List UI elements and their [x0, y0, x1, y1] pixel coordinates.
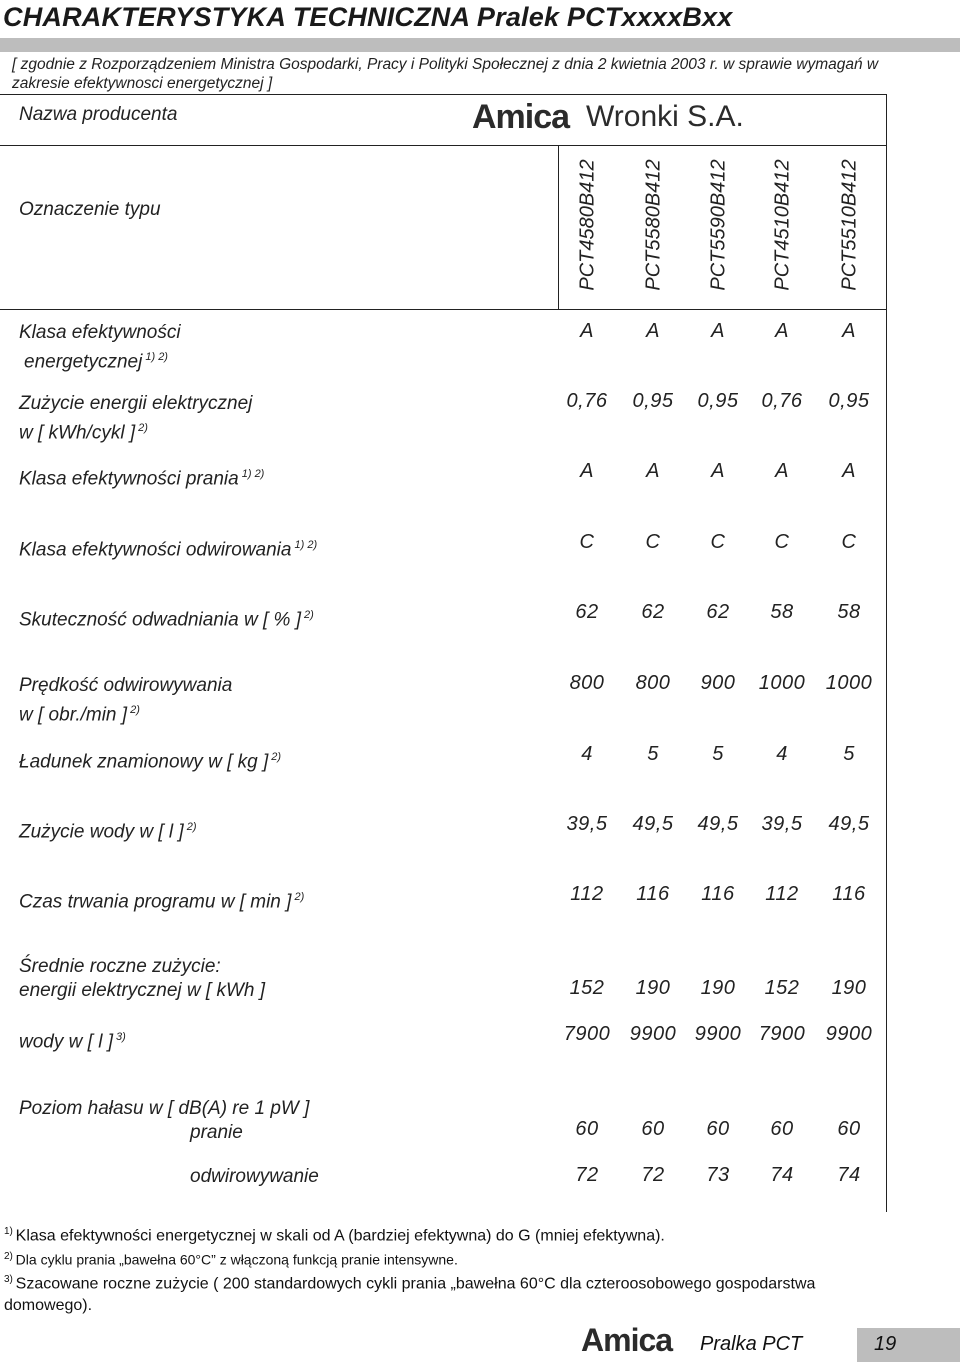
divider [558, 145, 559, 309]
spec-value: C [774, 531, 790, 553]
spec-value: 60 [706, 1118, 730, 1140]
spec-value: 72 [641, 1164, 665, 1186]
spec-value: 62 [706, 601, 730, 623]
spec-value: A [646, 460, 660, 482]
footnote-ref: 1) 2) [238, 468, 265, 480]
spec-value: A [842, 460, 856, 482]
spec-value: 800 [635, 672, 671, 694]
divider [0, 309, 887, 310]
spec-value: 900 [700, 672, 736, 694]
spec-label [19, 955, 265, 1003]
footnote-ref: 2) [291, 891, 305, 903]
manufacturer-label: Nazwa producenta [19, 104, 178, 125]
model-code: PCT5510B412 [838, 159, 861, 291]
type-label: Oznaczenie typu [19, 199, 161, 220]
spec-value: A [580, 460, 594, 482]
spec-label-line: Zużycie energii elektrycznej [19, 393, 253, 414]
spec-label-line: Zużycie wody w [ l ] $^{2)}$ [19, 821, 197, 843]
spec-label-line: wody w [ l ] $^{3)}$ [19, 1031, 126, 1053]
spec-label [19, 462, 264, 491]
footnote [4, 1221, 884, 1247]
spec-value: 5 [647, 743, 659, 765]
spec-label [19, 321, 181, 374]
spec-value: 190 [635, 977, 671, 999]
spec-value: 800 [569, 672, 605, 694]
spec-value: 62 [575, 601, 599, 623]
spec-label [19, 392, 252, 445]
spec-value: 0,95 [697, 390, 739, 412]
spec-value: 39,5 [761, 813, 803, 835]
spec-value: 112 [570, 883, 604, 905]
spec-value: A [775, 460, 789, 482]
spec-label [19, 603, 314, 632]
spec-value: 5 [843, 743, 855, 765]
spec-value: 112 [765, 883, 799, 905]
spec-value: 152 [764, 977, 800, 999]
footnote-ref: 2) [127, 704, 140, 716]
spec-value: 1000 [825, 672, 873, 694]
spec-value: 190 [700, 977, 736, 999]
footnote-marker: 1) [4, 1226, 16, 1237]
spec-label-line: pranie [190, 1122, 243, 1143]
footnote-ref: 2) [301, 609, 314, 621]
footnote-ref: 2) [268, 751, 282, 763]
page-number-box [857, 1328, 960, 1362]
spec-label [19, 815, 197, 844]
footnote-text: Dla cyklu prania „bawełna 60°C” z włączoną funkcją pranie intensywne. [15, 1251, 458, 1268]
spec-label [190, 1165, 319, 1189]
spec-label-line: Klasa efektywności prania $^{1) 2)}$ [19, 468, 265, 490]
spec-value: 58 [837, 601, 861, 623]
footer-amica-logo: Amica [581, 1322, 673, 1358]
spec-value: 0,95 [828, 390, 870, 412]
spec-value: 39,5 [566, 813, 608, 835]
footnote-text: Szacowane roczne zużycie ( 200 standardowych cykli prania „bawełna 60°C dla czteroosobowego gospodarstwa domowego). [4, 1275, 816, 1315]
model-header [704, 150, 734, 300]
footnote-marker: 3) [4, 1274, 16, 1285]
footnote-ref: 3) [112, 1031, 126, 1043]
spec-value: 4 [581, 743, 593, 765]
spec-value: 0,95 [632, 390, 674, 412]
spec-label [19, 745, 281, 774]
page-number: 19 [874, 1333, 897, 1355]
spec-label [19, 533, 317, 562]
model-header [835, 150, 865, 300]
spec-value: 58 [770, 601, 794, 623]
model-code: PCT5590B412 [707, 159, 730, 291]
spec-value: 0,76 [566, 390, 608, 412]
spec-value: 74 [837, 1164, 861, 1186]
spec-value: C [841, 531, 857, 553]
footnote-text: Klasa efektywności energetycznej w skali od A (bardziej efektywna) do G (mniej efektywna). [15, 1227, 665, 1245]
footnote [4, 1269, 884, 1317]
spec-value: 62 [641, 601, 665, 623]
spec-label-line: Klasa efektywności odwirowania $^{1) 2)}$ [19, 539, 318, 561]
spec-value: A [775, 320, 789, 342]
spec-value: A [711, 460, 725, 482]
spec-label-line: energii elektrycznej w [ kWh ] [19, 980, 266, 1001]
spec-value: A [580, 320, 594, 342]
spec-value: 49,5 [632, 813, 674, 835]
spec-value: 9900 [825, 1023, 873, 1045]
footnote-ref: 1) 2) [142, 351, 168, 363]
spec-value: 4 [776, 743, 788, 765]
spec-label-line: w [ obr./min ] $^{2)}$ [19, 704, 140, 726]
model-header [639, 150, 669, 300]
model-code: PCT5580B412 [642, 159, 665, 291]
model-header [768, 150, 798, 300]
spec-value: 116 [832, 883, 866, 905]
spec-label-line: Klasa efektywności [19, 322, 181, 343]
footnote-ref: 2) [135, 422, 148, 434]
spec-value: 7900 [758, 1023, 806, 1045]
spec-value: 73 [706, 1164, 730, 1186]
spec-value: 116 [636, 883, 670, 905]
spec-label-line: w [ kWh/cykl ] $^{2)}$ [19, 422, 148, 444]
spec-value: 60 [837, 1118, 861, 1140]
spec-value: C [710, 531, 726, 553]
spec-label [19, 1025, 126, 1054]
spec-value: 74 [770, 1164, 794, 1186]
footnote [4, 1246, 884, 1271]
spec-value: 5 [712, 743, 724, 765]
spec-value: 60 [770, 1118, 794, 1140]
footnote-marker: 2) [4, 1251, 16, 1262]
spec-value: 60 [641, 1118, 665, 1140]
spec-label-line: Prędkość odwirowywania [19, 675, 233, 696]
spec-label-line: Poziom hałasu w [ dB(A) re 1 pW ] [19, 1098, 310, 1119]
page-title: CHARAKTERYSTYKA TECHNICZNA Pralek PCTxxxxBxx [3, 2, 733, 32]
spec-value: 152 [569, 977, 605, 999]
spec-label-line: Skuteczność odwadniania w [ % ] $^{2)}$ [19, 609, 314, 631]
spec-value: A [646, 320, 660, 342]
regulation-note: [ zgodnie z Rozporządzeniem Ministra Gospodarki, Pracy i Polityki Społecznej z dnia 2 kwietnia 2003 r. w sprawie wymagań w zakresie efektywnosci energetycznej ] [12, 56, 879, 92]
spec-value: C [579, 531, 595, 553]
spec-label-line: Średnie roczne zużycie: [19, 956, 221, 977]
spec-value: 60 [575, 1118, 599, 1140]
spec-value: 9900 [629, 1023, 677, 1045]
spec-value: 1000 [758, 672, 806, 694]
spec-value: 49,5 [697, 813, 739, 835]
model-code: PCT4580B412 [576, 159, 599, 291]
spec-value: A [711, 320, 725, 342]
divider [0, 145, 887, 146]
spec-value: 49,5 [828, 813, 870, 835]
spec-label [19, 1097, 309, 1145]
spec-value: 9900 [694, 1023, 742, 1045]
spec-value: 190 [831, 977, 867, 999]
model-header [573, 150, 603, 300]
spec-label-line: Ładunek znamionowy w [ kg ] $^{2)}$ [19, 751, 282, 773]
spec-value: 116 [701, 883, 735, 905]
footer-product: Pralka PCT [700, 1333, 803, 1355]
model-code: PCT4510B412 [771, 159, 794, 291]
spec-label [19, 674, 232, 727]
spec-value: 7900 [563, 1023, 611, 1045]
amica-logo: Amica [472, 98, 570, 136]
footnote-ref: 1) 2) [291, 539, 318, 551]
footnote-ref: 2) [183, 821, 197, 833]
spec-label-line: energetycznej $^{1) 2)}$ [24, 351, 168, 373]
spec-label-line: odwirowywanie [190, 1166, 319, 1187]
spec-label [19, 885, 304, 914]
spec-value: 72 [575, 1164, 599, 1186]
manufacturer-name: Wronki S.A. [586, 100, 744, 133]
spec-value: C [645, 531, 661, 553]
header-bar [0, 38, 960, 52]
spec-value: A [842, 320, 856, 342]
spec-label-line: Czas trwania programu w [ min ] $^{2)}$ [19, 891, 305, 913]
spec-value: 0,76 [761, 390, 803, 412]
